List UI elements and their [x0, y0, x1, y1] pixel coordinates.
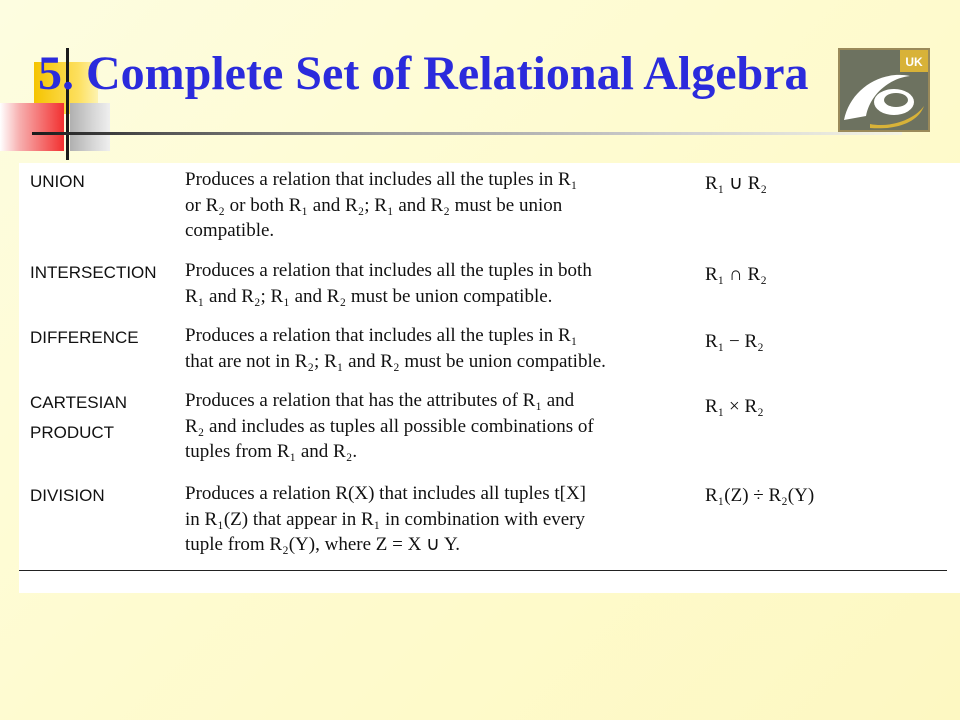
slide-title: 5. Complete Set of Relational Algebra [38, 47, 809, 100]
operation-description [185, 388, 690, 465]
logo-swoosh-icon [840, 50, 928, 130]
table-bottom-rule [19, 570, 947, 571]
operation-name-line: CARTESIAN [30, 393, 127, 412]
description-line: Produces a relation that includes all the tuples in R₁ [185, 325, 578, 346]
operation-name-line: INTERSECTION [30, 263, 157, 282]
decor-gray-block [70, 103, 110, 151]
description-line: tuple from R₂(Y), where Z = X ∪ Y. [185, 534, 461, 555]
operation-notation: R₁ ∪ R₂ [705, 173, 768, 194]
operation-description [185, 258, 690, 309]
operation-name [30, 167, 180, 197]
description-line: R₂ and includes as tuples all possible combinations of [185, 415, 594, 437]
operation-name-line: DIFFERENCE [30, 328, 139, 347]
operation-description [185, 481, 690, 558]
description-line: Produces a relation that has the attributes of R₁ and [185, 390, 575, 411]
operation-name-line: UNION [30, 172, 85, 191]
operation-description [185, 167, 690, 244]
operation-notation: R₁(Z) ÷ R₂(Y) [705, 485, 815, 506]
description-line: R₁ and R₂; R₁ and R₂ must be union compatible. [185, 285, 553, 307]
logo-text: UK [905, 55, 923, 69]
description-line: compatible. [185, 220, 275, 241]
description-line: that are not in R₂; R₁ and R₂ must be union compatible. [185, 350, 606, 372]
operation-description [185, 323, 690, 374]
description-line: in R₁(Z) that appear in R₁ in combination with every [185, 508, 586, 530]
operation-name [30, 388, 180, 448]
description-line: Produces a relation that includes all the tuples in both [185, 260, 592, 281]
operation-name [30, 481, 180, 511]
description-line: Produces a relation that includes all the tuples in R₁ [185, 169, 578, 190]
decor-red-block [0, 103, 64, 151]
operation-name-line: PRODUCT [30, 423, 115, 442]
operation-name [30, 258, 180, 288]
description-line: Produces a relation R(X) that includes all tuples t[X] [185, 483, 587, 504]
operation-notation: R₁ ∩ R₂ [705, 264, 767, 285]
operations-table [19, 163, 960, 593]
description-line: tuples from R₁ and R₂. [185, 441, 358, 462]
operation-notation: R₁ − R₂ [705, 331, 764, 352]
operation-name-line: DIVISION [30, 486, 105, 505]
description-line: or R₂ or both R₁ and R₂; R₁ and R₂ must be union [185, 194, 563, 216]
university-logo [838, 48, 930, 132]
decor-horizontal-line [32, 132, 902, 135]
operation-name [30, 323, 180, 353]
operation-notation: R₁ × R₂ [705, 396, 764, 417]
